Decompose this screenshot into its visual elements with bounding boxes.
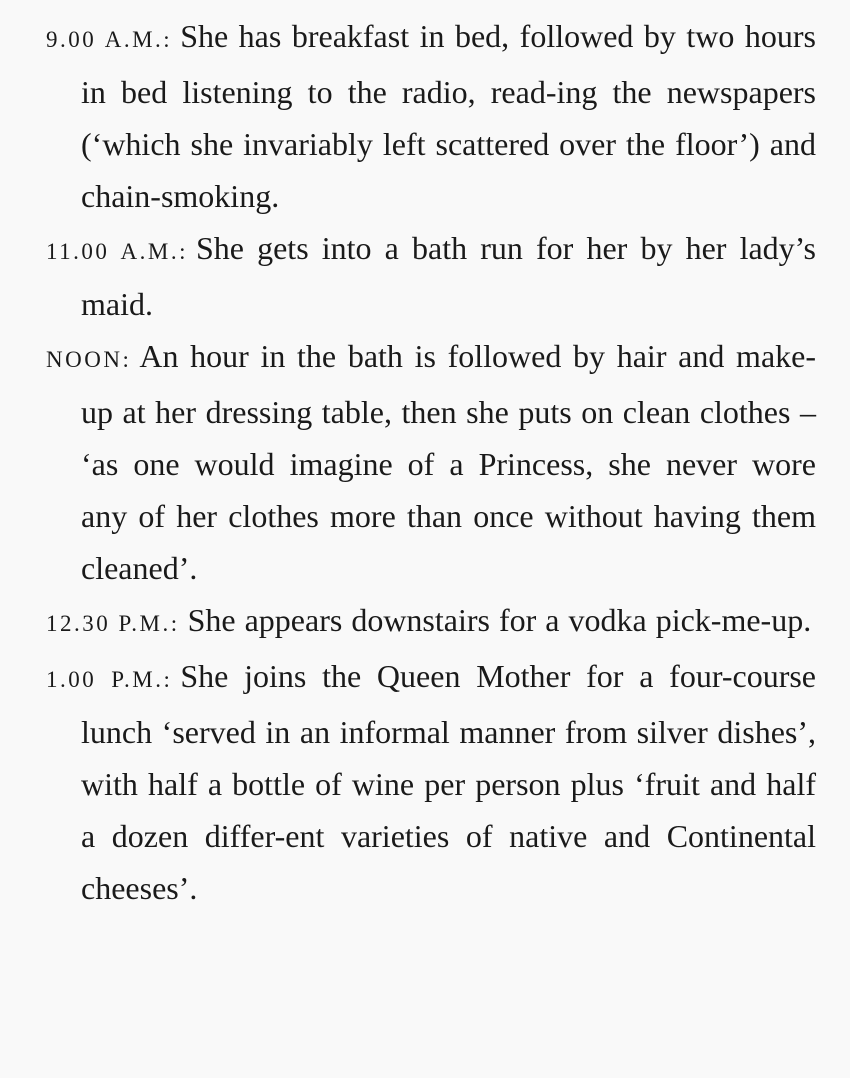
schedule-entry	[46, 650, 816, 914]
entry-text: She appears downstairs for a vodka pick-me-up.	[187, 602, 812, 638]
entry-time: 9.00 A.M.:	[46, 27, 173, 52]
schedule-entry	[46, 330, 816, 594]
schedule-entry	[46, 594, 816, 650]
entry-time: NOON:	[46, 347, 132, 372]
entry-time: 1.00 P.M.:	[46, 667, 173, 692]
schedule-entry	[46, 222, 816, 330]
entry-text: An hour in the bath is followed by hair and make-up at her dressing table, then she puts on clean clothes – ‘as one would imagine of a Princess, she never wore any of her clothes more than once without having them cleaned’.	[81, 338, 816, 586]
schedule-entry	[46, 10, 816, 222]
entry-time: 12.30 P.M.:	[46, 611, 180, 636]
entry-text: She joins the Queen Mother for a four-course lunch ‘served in an informal manner from silver dishes’, with half a bottle of wine per person plus ‘fruit and half a dozen differ-ent varieties of native and Continental cheeses’.	[81, 658, 816, 906]
entry-time: 11.00 A.M.:	[46, 239, 188, 264]
entry-text: She gets into a bath run for her by her lady’s maid.	[81, 230, 817, 322]
entry-text: She has breakfast in bed, followed by two hours in bed listening to the radio, read-ing the newspapers (‘which she invariably left scattered over the floor’) and chain-smoking.	[81, 18, 817, 214]
